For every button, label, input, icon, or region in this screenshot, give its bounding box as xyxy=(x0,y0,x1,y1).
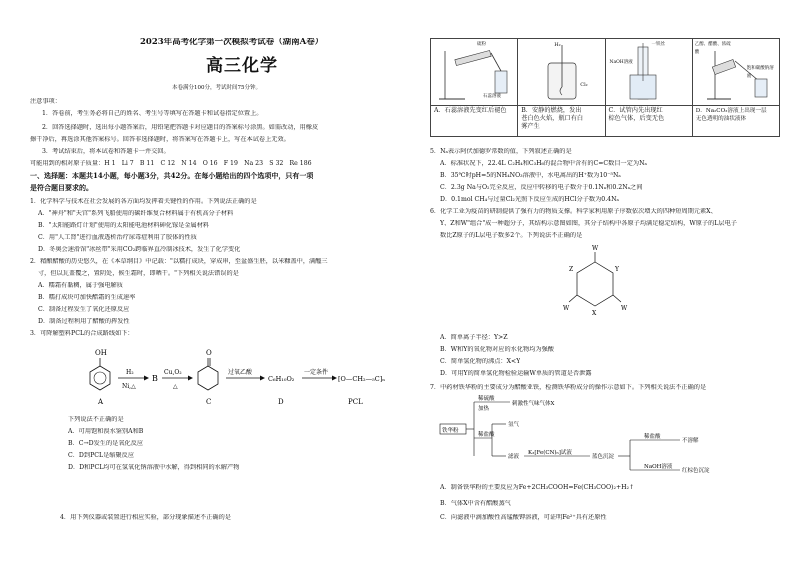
experiment-b-text: B．安静的燃烧，发出 苍白色火焰，瓶口有白 雾产生 xyxy=(518,106,605,137)
label-litmus: 石蕊溶液 xyxy=(483,94,501,99)
ketone-o: O xyxy=(206,349,212,357)
label-wire: 一铁丝 xyxy=(651,42,665,47)
experiment-a-figure xyxy=(431,39,518,106)
q6-stem: Y、Z和W"组合"成一种超分子，其结构示意图如图，其分子结构中各原子均满足稳定结构，W原子的L层电子 xyxy=(440,220,737,227)
compound-b: B xyxy=(152,374,158,383)
note-item: 2．回答选择题时，选出每小题答案后，用铅笔把答题卡对应题目的答案标号涂黑。如需改动，用橡皮 xyxy=(42,124,319,131)
q2-stem: 寸，但以瓦盖覆之，置阴处，候生霜时，即晒干。"下列相关说法错误的是 xyxy=(38,270,239,277)
q5-stem: 5．Nₐ表示阿伏加德罗常数的值，下列叙述正确的是 xyxy=(430,148,572,155)
reagent-ni: Ni,△ xyxy=(122,383,136,390)
section-intro: 是符合题目要求的。 xyxy=(30,184,93,192)
q6-option-a: A．简单离子半径：Y>Z xyxy=(440,334,508,341)
q3-option-b: B．C→D发生的是氧化反应 xyxy=(68,440,144,447)
reagent-condition: 一定条件 xyxy=(304,369,329,376)
atom-w2: W xyxy=(621,305,628,312)
notes-heading: 注意事项： xyxy=(30,98,61,105)
atom-z: Z xyxy=(569,266,574,273)
label-sulfur: 硫粉 xyxy=(477,42,486,47)
atomic-masses: 可能用到的相对原子质量：H 1 Li 7 B 11 C 12 N 14 O 16 F 19 Na 23 S 32 Re 186 xyxy=(30,160,312,167)
q2-option-b: B．糯打成块可加快醋霜的生成速率 xyxy=(38,294,136,301)
q2-option-c: C．制备过程发生了氧化还原反应 xyxy=(38,306,130,313)
label-c: C xyxy=(206,398,212,406)
q2-option-d: D．制备过程利用了醋酸的挥发性 xyxy=(38,318,130,325)
experiment-c-figure xyxy=(605,39,692,106)
label-reagents: 乙醇、醋酸、浓硫酸 xyxy=(694,42,731,55)
experiment-d-text: D．Na₂CO₃溶液上出现一层 无色透明的油状液体 xyxy=(692,106,779,137)
flow-b1a: 加热 xyxy=(478,406,490,412)
apparatus-a-icon xyxy=(435,41,515,101)
reagent-peracid: 过氧乙酸 xyxy=(228,369,253,376)
q1-option-a: A．"神舟"和"天宫"系列飞船使用的碳纤维复合材料属于有机高分子材料 xyxy=(38,210,234,217)
q1-option-b: B．"太阳能路灯计划"使用的太阳能电池材料砷化镓是金属材料 xyxy=(38,222,210,229)
q4-experiment-table xyxy=(430,38,780,137)
flow-blue-ppt: 蓝色沉淀 xyxy=(592,454,615,460)
label-cl2: Cl₂ xyxy=(580,82,588,88)
q3-option-a: A．可用饱和溴水鉴别A和B xyxy=(68,428,144,435)
flow-r2: NaOH溶液 xyxy=(644,464,673,470)
q7-flow-diagram xyxy=(440,394,740,472)
q4-stem: 4．用下列仪器或装置进行相应实验，部分现象描述不正确的是 xyxy=(60,514,231,521)
oh-label: OH xyxy=(95,349,107,357)
atom-w3: W xyxy=(563,305,570,312)
q2-option-a: A．糯霜有黏稠，属于强电解质 xyxy=(38,282,123,289)
apparatus-c-icon xyxy=(610,41,690,101)
flow-h2: 氢气 xyxy=(508,422,520,428)
reagent-cu: Cu,O₂ xyxy=(164,369,182,376)
apparatus-b-icon xyxy=(522,41,602,101)
note-item: 擦干净后，再选涂其他答案标号。回答非选择题时，将答案写在答题卡上，写在本试卷上无效。 xyxy=(30,136,290,143)
q5-option-a: A．标准状况下，22.4L C₂H₄和C₃H₆的混合物中含有的C=C数目一定为Nₐ xyxy=(440,160,647,167)
note-item: 1．答卷前，考生务必将自己的姓名、考生号等填写在答题卡和试卷指定位置上。 xyxy=(42,110,263,117)
experiment-a-text: A．石蕊溶液先变红后褪色 xyxy=(431,106,518,137)
q6-option-b: B．W和Y的氧化物对应的水化物均为强酸 xyxy=(440,346,554,353)
q6-stem: 数比Z原子的L层电子数多2个。下列说法不正确的是 xyxy=(440,232,583,239)
flow-b1r: 刺激性气味气体X xyxy=(512,401,555,407)
compound-d: C₆H₁₀O₂ xyxy=(268,375,295,383)
label-naoh: NaOH溶液 xyxy=(609,60,633,65)
experiment-b-figure xyxy=(518,39,605,106)
flow-start: 铁华粉 xyxy=(442,428,459,434)
q7-option-a: A．制备铁华粉的主要反应为Fe+2CH₃COOH=Fe(CH₃COO)₂+H₂↑ xyxy=(440,484,635,491)
section-intro: 一、选择题：本题共14小题，每小题3分，共42分。在每小题给出的四个选项中，只有一项 xyxy=(30,172,314,180)
flow-b1: 稀硫酸 xyxy=(478,396,495,402)
flow-r1r: 不溶解 xyxy=(682,438,699,444)
score-note: 本卷满分100分，考试时间75分钟。 xyxy=(172,85,261,91)
cyclohexanone-ring xyxy=(198,366,218,390)
experiment-d-figure xyxy=(692,39,779,106)
q3-option-d: D．D和PCL均可在氢氧化钠溶液中水解，得到相同的水解产物 xyxy=(68,464,240,471)
label-h2: H₂ xyxy=(554,42,561,48)
pcl-formula: [O—CH₂—₅C]ₙ xyxy=(338,375,386,383)
flow-b2: 稀盐酸 xyxy=(478,432,495,438)
label-d: D xyxy=(278,398,284,406)
q5-option-d: D．0.1mol CH₄与过量Cl₂光照下反应生成的HCl分子数为0.4Nₐ xyxy=(440,196,619,203)
experiment-c-text: C．试管内先出现红 棕色气体，后变无色 xyxy=(605,106,692,137)
atom-y: Y xyxy=(615,266,619,273)
q6-stem: 6．化学工业为疫苗的研制提供了强有力的物质支撑。科学家利用原子序数依次增大的四种短周期元素X、 xyxy=(430,208,717,215)
atom-x: X xyxy=(592,310,597,317)
flow-r2r: 红棕色沉淀 xyxy=(682,468,710,474)
q3-lead: 下列说法不正确的是 xyxy=(68,416,124,423)
flow-filtrate: 滤液 xyxy=(508,454,520,460)
paper-subject: 高三化学 xyxy=(206,56,278,76)
label-pcl: PCL xyxy=(348,398,363,406)
reagent-heat: △ xyxy=(173,383,178,390)
q6-option-d: D．可用Y的简单氢化物检验运输W单质的管道是否泄露 xyxy=(440,370,592,377)
label-na2co3: 饱和碳酸钠溶液 xyxy=(746,66,774,79)
q7-option-c: C．向滤液中滴加酸性高锰酸钾溶液，可证明Fe²⁺具有还原性 xyxy=(440,514,607,521)
q1-option-c: C．用"人工肾"进行血液透析治疗尿毒症利用了胶体的性质 xyxy=(38,234,197,241)
q2-stem: 2．精酿醋酸的历史悠久，在《本草纲目》中记载："以糯打成块，穿成串，至盆盛生胚，以米糠盖中，满醯三 xyxy=(30,258,328,265)
q3-option-c: C．D到PCL是缩聚反应 xyxy=(68,452,135,459)
q1-stem: 1．化学科学与技术在社会发展的各方面均发挥着关键性的作用。下列说法正确的是 xyxy=(30,198,257,205)
q6-ring-structure xyxy=(563,242,628,322)
label-a: A xyxy=(98,398,104,406)
reagent-h2: H₂ xyxy=(126,369,134,376)
q1-option-d: D．冬奥会速滑馆"冰丝带"采用CO₂跨临界直冷制冰技术，发生了化学变化 xyxy=(38,246,241,253)
q7-option-b: B．气体X中含有醋酸蒸气 xyxy=(440,500,511,507)
q7-stem: 7．中药材铁华粉的主要成分为醋酸亚铁，检测铁华粉成分的操作示意如下。下列相关说法不正确的是 xyxy=(430,384,707,391)
q5-option-b: B．35℃时pH=5的NH₄NO₃溶液中，水电离出的H⁺数为10⁻⁵Nₐ xyxy=(440,172,621,179)
note-item: 3．考试结束后，将本试卷和答题卡一并交回。 xyxy=(42,148,170,155)
phenol-ring xyxy=(90,366,110,390)
flow-r1: 稀盐酸 xyxy=(644,434,661,440)
q6-option-c: C．简单氢化物的沸点：X<Y xyxy=(440,358,521,365)
atom-w: W xyxy=(592,245,599,252)
q3-stem: 3．可降解塑料PCL的合成路线如下： xyxy=(30,330,134,337)
q5-option-c: C．2.3g Na与O₂完全反应，反应中转移的电子数介于0.1Nₐ和0.2Nₐ之间 xyxy=(440,184,643,191)
flow-reagent: K₃[Fe(CN)₆]试液 xyxy=(528,450,572,456)
paper-title: 2023年高考化学第一次模拟考试卷（湖南A卷） xyxy=(140,38,324,46)
q3-reaction-scheme xyxy=(80,342,386,412)
